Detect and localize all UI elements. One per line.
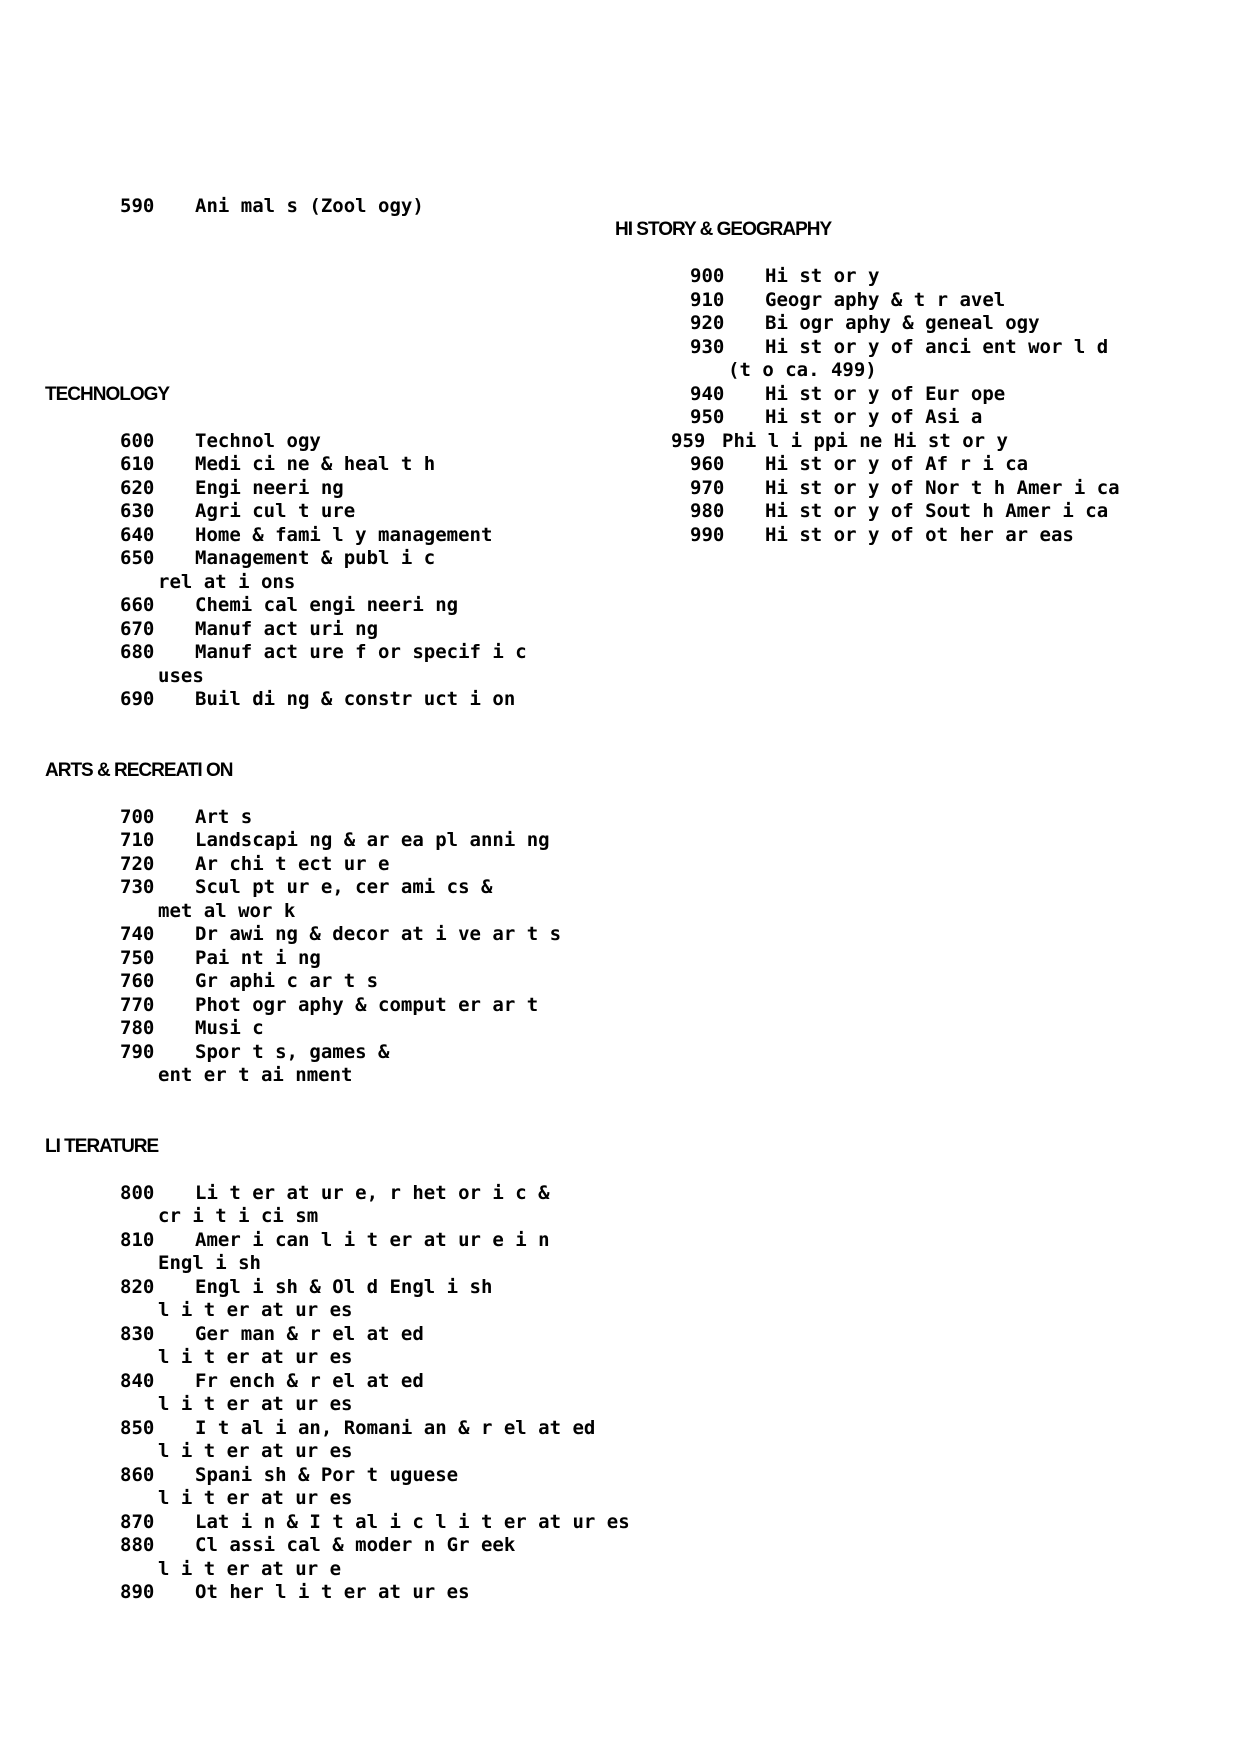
class-number: 740	[120, 923, 155, 945]
class-number: 920	[690, 312, 725, 334]
list-item	[45, 1417, 605, 1464]
section-heading-literature: LI TERATURE	[45, 1135, 159, 1157]
class-number: 910	[690, 288, 725, 311]
class-number: 960	[690, 453, 725, 475]
list-item	[615, 383, 1175, 407]
class-label: Hi st or y of Eur ope	[765, 382, 1006, 405]
class-label: Li t er at ur e, r het or i c &	[195, 1181, 550, 1204]
class-label: Hi st or y of Asi a	[765, 406, 983, 428]
class-label: Ar chi t ect ur e	[195, 852, 390, 875]
class-number: 600	[120, 429, 155, 452]
list-item-sub	[615, 430, 1175, 454]
class-label: Chemi cal engi neeri ng	[195, 594, 459, 616]
class-label: Spor t s, games &	[195, 1040, 390, 1063]
list-item	[45, 994, 605, 1018]
class-number: 990	[690, 523, 725, 546]
right-column	[615, 218, 1175, 547]
list-item	[45, 1017, 605, 1041]
class-number: 930	[690, 335, 725, 358]
class-label: Engi neeri ng	[195, 476, 344, 499]
class-label: Bi ogr aphy & geneal ogy	[765, 312, 1040, 334]
class-number: 790	[120, 1040, 155, 1063]
list-item	[615, 289, 1175, 313]
class-label: Ot her l i t er at ur es	[195, 1581, 470, 1603]
list-item	[45, 829, 605, 853]
list-item	[615, 312, 1175, 336]
list-item	[45, 547, 605, 594]
list-item	[615, 453, 1175, 477]
class-label-continuation: l i t er at ur es	[158, 1440, 353, 1462]
class-number: 660	[120, 594, 155, 616]
section-heading-history: HI STORY & GEOGRAPHY	[615, 219, 832, 240]
class-label: Spani sh & Por t uguese	[195, 1463, 459, 1486]
class-number: 890	[120, 1581, 155, 1603]
class-number: 590	[120, 195, 155, 217]
class-label: Amer i can l i t er at ur e i n	[195, 1228, 550, 1251]
list-item	[45, 594, 605, 618]
list-item	[45, 618, 605, 642]
class-label: Hi st or y of Sout h Amer i ca	[765, 500, 1109, 522]
list-item	[615, 477, 1175, 501]
class-number: 760	[120, 970, 155, 992]
list-item	[45, 477, 605, 501]
left-column	[45, 195, 630, 1605]
class-number: 810	[120, 1228, 155, 1251]
class-label: Ani mal s (Zool ogy)	[195, 195, 424, 217]
class-number: 860	[120, 1463, 155, 1486]
class-number: 970	[690, 476, 725, 499]
class-label: Hi st or y of ot her ar eas	[765, 523, 1074, 546]
literature-list	[45, 1181, 630, 1605]
class-label-continuation: l i t er at ur es	[158, 1346, 353, 1368]
class-number: 959	[671, 429, 706, 452]
class-label: Fr ench & r el at ed	[195, 1369, 424, 1392]
class-number: 940	[690, 382, 725, 405]
list-item	[45, 923, 605, 947]
list-item	[45, 1464, 605, 1511]
class-number: 840	[120, 1369, 155, 1392]
class-number: 680	[120, 641, 155, 663]
class-label-continuation: uses	[158, 664, 204, 687]
class-label: Management & publ i c	[195, 547, 436, 569]
class-label: Art s	[195, 805, 253, 828]
section-heading-arts: ARTS & RECREATI ON	[45, 759, 233, 781]
list-item	[45, 688, 605, 712]
list-item	[615, 336, 1175, 383]
list-item	[45, 1041, 605, 1088]
class-label: Manuf act ure f or specif i c	[195, 641, 527, 663]
list-item	[615, 500, 1175, 524]
class-label-continuation: ent er t ai nment	[158, 1064, 353, 1086]
class-label-continuation: (t o ca. 499)	[728, 359, 877, 381]
class-number: 650	[120, 547, 155, 569]
class-number: 800	[120, 1181, 155, 1204]
class-number: 700	[120, 805, 155, 828]
list-item	[45, 1276, 605, 1323]
class-label-continuation: cr i t i ci sm	[158, 1205, 319, 1227]
list-item	[45, 970, 605, 994]
class-label: Dr awi ng & decor at i ve ar t s	[195, 923, 562, 945]
class-label-continuation: rel at i ons	[158, 570, 296, 593]
list-item	[45, 195, 605, 219]
section-heading-technology: TECHNOLOGY	[45, 383, 170, 405]
class-label: I t al i an, Romani an & r el at ed	[195, 1416, 596, 1439]
list-item	[45, 1323, 605, 1370]
history-list	[615, 265, 1175, 547]
class-label: Manuf act uri ng	[195, 617, 379, 640]
list-item	[45, 876, 605, 923]
class-label: Hi st or y of Nor t h Amer i ca	[765, 476, 1120, 499]
class-label: Lat i n & I t al i c l i t er at ur es	[195, 1510, 630, 1533]
class-number: 720	[120, 852, 155, 875]
class-label: Technol ogy	[195, 429, 321, 452]
list-item	[45, 641, 605, 688]
class-number: 690	[120, 688, 155, 710]
list-item	[45, 524, 605, 548]
class-number: 630	[120, 500, 155, 522]
class-label: Pai nt i ng	[195, 946, 321, 969]
class-number: 900	[690, 265, 725, 287]
list-item	[45, 453, 605, 477]
class-label: Medi ci ne & heal t h	[195, 453, 436, 475]
class-number: 820	[120, 1275, 155, 1298]
list-item	[45, 1370, 605, 1417]
list-item	[615, 406, 1175, 430]
class-number: 950	[690, 406, 725, 428]
list-item	[45, 1581, 605, 1605]
class-label: Hi st or y of anci ent wor l d	[765, 335, 1109, 358]
technology-list	[45, 430, 605, 712]
list-item	[45, 1510, 630, 1535]
class-label-continuation: l i t er at ur es	[158, 1487, 353, 1509]
list-item	[45, 853, 605, 877]
class-label: Phot ogr aphy & comput er ar t	[195, 993, 539, 1016]
arts-list	[45, 806, 605, 1088]
list-item	[615, 265, 1175, 289]
class-number: 710	[120, 829, 155, 851]
class-number: 770	[120, 993, 155, 1016]
class-number: 850	[120, 1416, 155, 1439]
class-label: Engl i sh & Ol d Engl i sh	[195, 1275, 493, 1298]
class-label: Gr aphi c ar t s	[195, 970, 379, 992]
list-item	[45, 500, 605, 524]
class-label: Musi c	[195, 1017, 264, 1039]
class-number: 640	[120, 523, 155, 546]
class-label: Landscapi ng & ar ea pl anni ng	[195, 829, 550, 851]
class-number: 780	[120, 1017, 155, 1039]
list-item	[45, 430, 605, 454]
class-number: 980	[690, 500, 725, 522]
class-number: 730	[120, 876, 155, 898]
class-number: 620	[120, 476, 155, 499]
class-label: Cl assi cal & moder n Gr eek	[195, 1534, 516, 1556]
class-label-continuation: l i t er at ur es	[158, 1299, 353, 1321]
class-number: 610	[120, 453, 155, 475]
class-label: Ger man & r el at ed	[195, 1322, 424, 1345]
class-label: Agri cul t ure	[195, 500, 356, 522]
class-label: Hi st or y	[765, 265, 880, 287]
list-item	[45, 1229, 605, 1276]
class-number: 750	[120, 946, 155, 969]
class-label: Hi st or y of Af r i ca	[765, 453, 1029, 475]
class-label-continuation: l i t er at ur e	[158, 1557, 342, 1580]
list-item	[45, 806, 605, 830]
class-number: 880	[120, 1534, 155, 1556]
class-number: 670	[120, 617, 155, 640]
class-label: Home & fami l y management	[195, 523, 493, 546]
list-item	[45, 947, 605, 971]
class-number: 870	[120, 1510, 155, 1533]
class-label: Buil di ng & constr uct i on	[195, 688, 516, 710]
class-label-continuation: met al wor k	[158, 899, 296, 922]
list-item	[45, 1182, 605, 1229]
class-label: Phi l i ppi ne Hi st or y	[722, 429, 1008, 452]
class-label: Scul pt ur e, cer ami cs &	[195, 876, 493, 898]
class-label-continuation: Engl i sh	[158, 1252, 261, 1274]
class-number: 830	[120, 1322, 155, 1345]
list-item	[45, 1534, 605, 1581]
list-item	[615, 524, 1175, 548]
class-label-continuation: l i t er at ur es	[158, 1393, 353, 1415]
class-label: Geogr aphy & t r avel	[765, 288, 1006, 311]
